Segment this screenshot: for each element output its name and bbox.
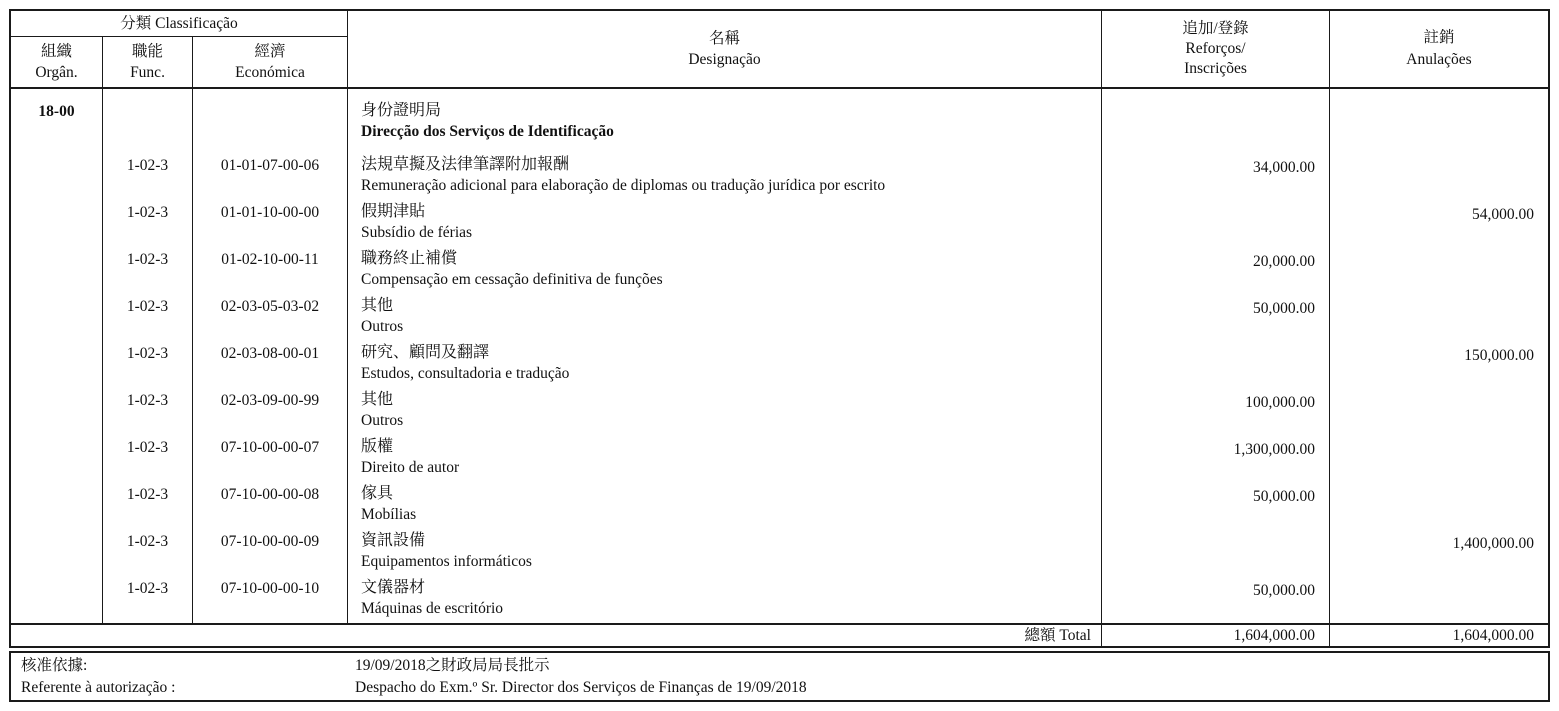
cell-org: [11, 576, 103, 623]
table-row: [11, 294, 1548, 341]
cell-designation-pt: Outros: [361, 411, 404, 429]
document-body: [9, 9, 1550, 702]
cell-reforcos-amount: [1102, 529, 1330, 576]
cell-econ-code: 02-03-05-03-02: [193, 294, 348, 341]
cell-econ-code: 07-10-00-00-09: [193, 529, 348, 576]
cell-org: [11, 388, 103, 435]
functional-label-pt: Func.: [130, 64, 165, 81]
cell-org: [11, 529, 103, 576]
cell-econ-code: 01-01-07-00-06: [193, 153, 348, 200]
cell-org: [11, 482, 103, 529]
cell-designation: [348, 482, 1102, 529]
total-reforcos: 1,604,000.00: [1102, 625, 1330, 647]
cell-anulacoes-amount: 54,000.00: [1472, 206, 1534, 223]
cell-reforcos-amount: 50,000.00: [1102, 576, 1330, 623]
cell-designation-pt: Máquinas de escritório: [361, 599, 504, 617]
authorization-label-pt: Referente à autorização :: [21, 679, 176, 696]
cell-org: [11, 153, 103, 200]
cell-reforcos-amount: [1102, 200, 1330, 247]
annulments-label-pt: Anulações: [1406, 51, 1472, 68]
cell-designation: [348, 341, 1102, 388]
classification-label: 分類 Classificação: [120, 15, 238, 32]
cell-func-code: 1-02-3: [103, 247, 193, 294]
cell-anulacoes-amount: 1,400,000.00: [1452, 535, 1534, 552]
cell-designation-zh: 研究、顧問及翻譯: [361, 344, 490, 361]
cell-designation-zh: 版權: [361, 438, 394, 455]
cell-org: [11, 200, 103, 247]
cell-econ-code: 07-10-00-00-08: [193, 482, 348, 529]
cell-anulacoes-amount: [1330, 435, 1548, 482]
cell-designation-pt: Outros: [361, 317, 404, 335]
department-name-pt: Direcção dos Serviços de Identificação: [361, 122, 614, 140]
cell-func-code: 1-02-3: [103, 294, 193, 341]
organic-label-pt: Orgân.: [35, 64, 78, 81]
cell-org: [11, 435, 103, 482]
cell-designation-pt: Estudos, consultadoria e tradução: [361, 364, 570, 382]
authorization-values: [355, 655, 1548, 700]
cell-reforcos-amount: 20,000.00: [1102, 247, 1330, 294]
cell-anulacoes-amount: 150,000.00: [1464, 347, 1534, 364]
cell-econ-code: 02-03-09-00-99: [193, 388, 348, 435]
col-header-designation: [348, 11, 1102, 87]
cell-anulacoes-amount: [1330, 576, 1548, 623]
total-label: 總額 Total: [11, 625, 1102, 647]
cell-designation-zh: 傢具: [361, 485, 394, 502]
authorization-value-pt: Despacho do Exm.º Sr. Director dos Serviços de Finanças de 19/09/2018: [355, 679, 807, 696]
cell-func-code: 1-02-3: [103, 388, 193, 435]
authorization-box: [9, 651, 1550, 702]
cell-designation-zh: 其他: [361, 391, 394, 408]
functional-label-zh: 職能: [131, 43, 163, 60]
total-row: [11, 623, 1548, 646]
table-row: [11, 153, 1548, 200]
cell-org: [11, 341, 103, 388]
col-header-economic: [193, 37, 348, 87]
cell-designation-pt: Compensação em cessação definitiva de funções: [361, 270, 663, 288]
cell-designation: [348, 294, 1102, 341]
cell-econ-code: 07-10-00-00-10: [193, 576, 348, 623]
annulments-label-zh: 註銷: [1423, 29, 1455, 46]
budget-table: [9, 9, 1550, 648]
cell-econ-code: 07-10-00-00-07: [193, 435, 348, 482]
cell-designation-zh: 職務終止補償: [361, 250, 458, 267]
col-header-annulments: [1330, 11, 1548, 87]
col-header-functional: [103, 37, 193, 87]
cell-designation: [348, 247, 1102, 294]
cell-func-code: 1-02-3: [103, 482, 193, 529]
cell-anulacoes-amount: [1330, 388, 1548, 435]
cell-reforcos-amount: 50,000.00: [1102, 294, 1330, 341]
designation-label-zh: 名稱: [708, 30, 740, 47]
cell-org: [11, 294, 103, 341]
cell-designation-zh: 資訊設備: [361, 532, 426, 549]
total-anulacoes: 1,604,000.00: [1452, 627, 1534, 644]
cell-designation-pt: Equipamentos informáticos: [361, 552, 532, 570]
cell-reforcos-amount: 34,000.00: [1102, 153, 1330, 200]
cell-designation-pt: Remuneração adicional para elaboração de diplomas ou tradução jurídica por escrito: [361, 176, 886, 194]
cell-reforcos-amount: 1,300,000.00: [1102, 435, 1330, 482]
cell-designation-zh: 法規草擬及法律筆譯附加報酬: [361, 156, 570, 173]
cell-designation: [348, 200, 1102, 247]
cell-func-code: [103, 89, 193, 153]
table-row: [11, 529, 1548, 576]
authorization-value-zh: 19/09/2018之財政局局長批示: [355, 657, 550, 674]
table-row: [11, 388, 1548, 435]
economic-label-pt: Económica: [235, 64, 305, 81]
reinforcements-label-zh: 追加/登錄: [1182, 20, 1249, 37]
table-row: [11, 200, 1548, 247]
cell-designation-pt: Mobílias: [361, 505, 417, 523]
cell-anulacoes-amount: [1330, 153, 1548, 200]
section-row: [11, 89, 1548, 153]
cell-designation: [348, 435, 1102, 482]
cell-designation-pt: Direito de autor: [361, 458, 460, 476]
cell-org: [11, 247, 103, 294]
table-body: [11, 89, 1548, 623]
cell-designation: [348, 388, 1102, 435]
cell-func-code: 1-02-3: [103, 153, 193, 200]
cell-econ-code: 01-02-10-00-11: [193, 247, 348, 294]
cell-anulacoes-amount: [1330, 294, 1548, 341]
cell-econ-code: 01-01-10-00-00: [193, 200, 348, 247]
cell-func-code: 1-02-3: [103, 576, 193, 623]
cell-designation-zh: 其他: [361, 297, 394, 314]
designation-label-pt: Designação: [688, 51, 761, 68]
department-name: [348, 89, 1102, 153]
col-header-organic: [11, 37, 103, 87]
economic-label-zh: 經濟: [254, 43, 286, 60]
cell-reforcos-amount: [1102, 341, 1330, 388]
table-row: [11, 341, 1548, 388]
cell-anulacoes-amount: [1330, 247, 1548, 294]
cell-func-code: 1-02-3: [103, 341, 193, 388]
authorization-label-zh: 核准依據:: [21, 657, 88, 674]
cell-econ-code: 02-03-08-00-01: [193, 341, 348, 388]
reinforcements-label-pt2: Inscrições: [1184, 60, 1247, 77]
cell-func-code: 1-02-3: [103, 200, 193, 247]
authorization-labels: [11, 655, 355, 700]
col-header-reinforcements: [1102, 11, 1330, 87]
table-row: [11, 247, 1548, 294]
cell-econ-code: [193, 89, 348, 153]
table-row: [11, 482, 1548, 529]
cell-func-code: 1-02-3: [103, 435, 193, 482]
table-row: [11, 576, 1548, 623]
cell-designation: [348, 153, 1102, 200]
cell-designation-zh: 假期津貼: [361, 203, 426, 220]
table-header: [11, 11, 1548, 89]
organic-label-zh: 組織: [40, 43, 72, 60]
cell-reforcos-amount: 100,000.00: [1102, 388, 1330, 435]
cell-anulacoes-amount: [1330, 482, 1548, 529]
cell-func-code: 1-02-3: [103, 529, 193, 576]
cell-anulacoes-amount: [1330, 89, 1548, 153]
cell-designation: [348, 529, 1102, 576]
department-name-zh: 身份證明局: [361, 102, 442, 119]
cell-reforcos-amount: 50,000.00: [1102, 482, 1330, 529]
cell-designation: [348, 576, 1102, 623]
organic-code: 18-00: [11, 89, 103, 153]
col-header-classification: [11, 11, 348, 37]
cell-designation-zh: 文儀器材: [361, 579, 426, 596]
cell-reforcos-amount: [1102, 89, 1330, 153]
cell-designation-pt: Subsídio de férias: [361, 223, 473, 241]
reinforcements-label-pt1: Reforços/: [1185, 40, 1246, 57]
table-row: [11, 435, 1548, 482]
